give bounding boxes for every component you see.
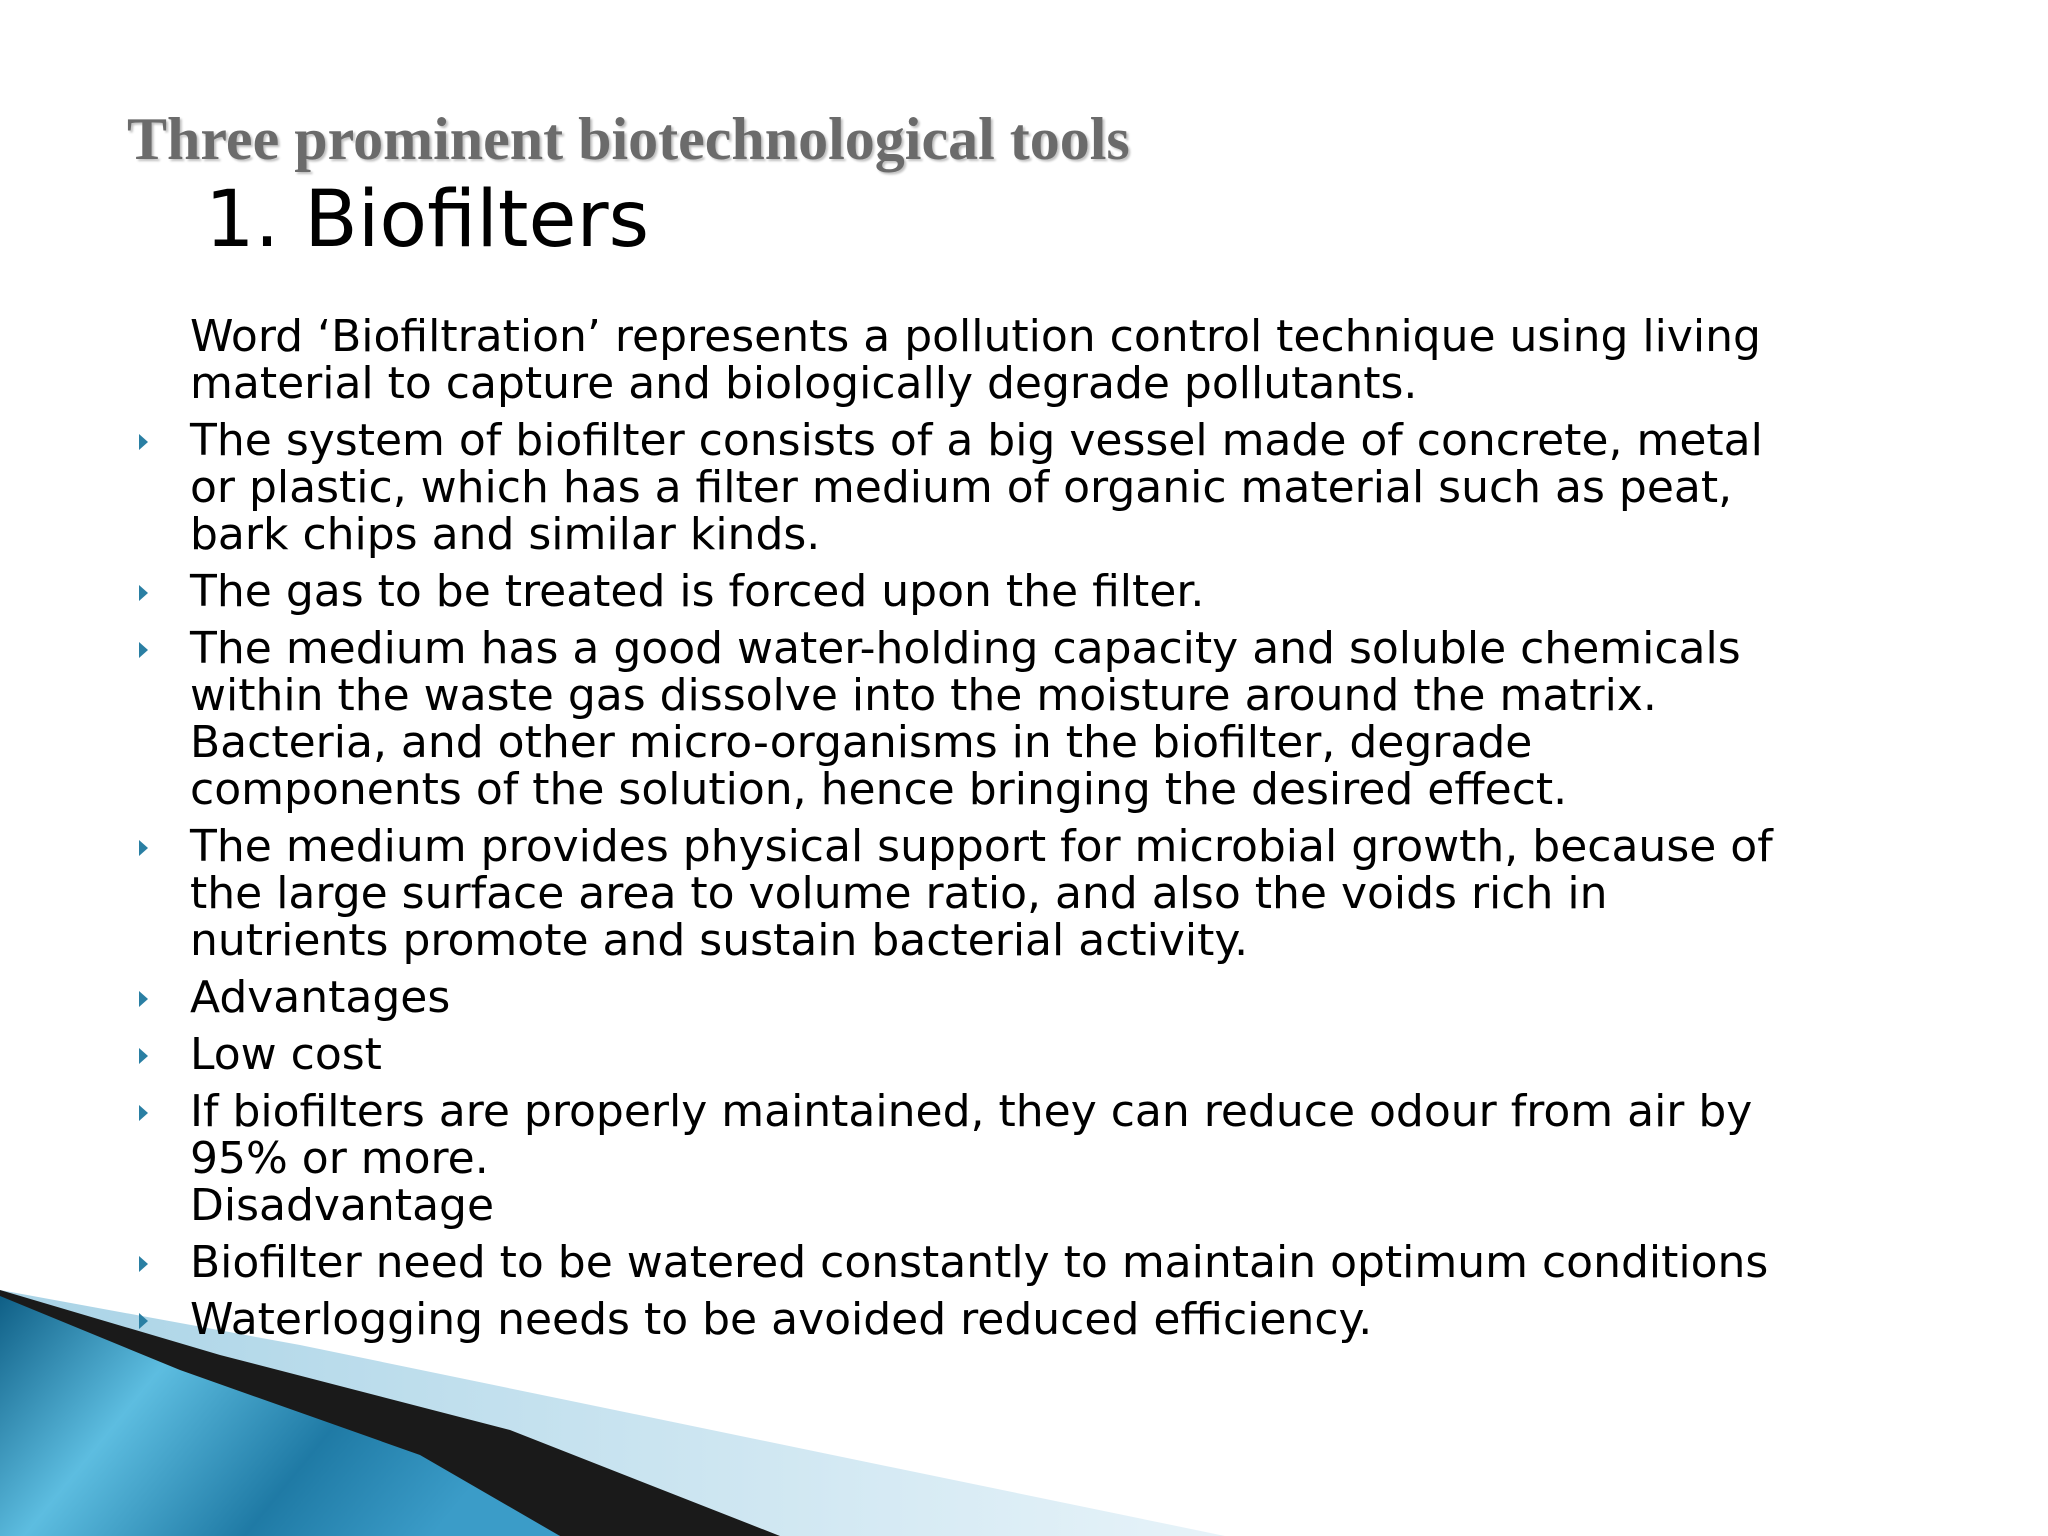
bullet-text: The gas to be treated is forced upon the filter.: [190, 566, 1205, 617]
bullet-text: The medium has a good water-holding capacity and soluble chemicals within the waste gas dissolve into the moisture around the matrix. Bacteria, and other micro-organisms in the biofilter, degrade components of the solution, hence bringing the desired effect.: [190, 623, 1741, 815]
bullet-arrow-icon: [139, 642, 148, 658]
bullet-list: [128, 313, 1928, 1353]
bullet-text: If biofilters are properly maintained, they can reduce odour from air by 95% or more. Disadvantage: [190, 1086, 1753, 1231]
bullet-arrow-icon: [139, 1105, 148, 1121]
slide-title: 1. Biofilters: [205, 175, 650, 265]
bullet-arrow-icon: [139, 1313, 148, 1329]
bullet-arrow-icon: [139, 434, 148, 450]
bullet-item: [128, 1031, 1928, 1078]
bullet-text: Biofilter need to be watered constantly to maintain optimum conditions: [190, 1237, 1769, 1288]
bullet-item: [128, 823, 1928, 964]
bullet-text: Waterlogging needs to be avoided reduced efficiency.: [190, 1294, 1373, 1345]
slide-heading: Three prominent biotechnological tools: [127, 106, 1130, 172]
bullet-arrow-icon: [139, 1048, 148, 1064]
bullet-item: [128, 974, 1928, 1021]
bullet-item: [128, 1296, 1928, 1343]
bullet-arrow-icon: [139, 1256, 148, 1272]
bullet-text: The medium provides physical support for microbial growth, because of the large surface area to volume ratio, and also the voids rich in nutrients promote and sustain bacterial activity.: [190, 821, 1773, 966]
bullet-item: [128, 568, 1928, 615]
bullet-item: [128, 313, 1928, 407]
bullet-text: The system of biofilter consists of a big vessel made of concrete, metal or plastic, which has a filter medium of organic material such as peat, bark chips and similar kinds.: [190, 415, 1763, 560]
bullet-item: [128, 1239, 1928, 1286]
bullet-arrow-icon: [139, 840, 148, 856]
bullet-item: [128, 417, 1928, 558]
bullet-text: Advantages: [190, 972, 451, 1023]
bullet-text: Word ‘Biofiltration’ represents a pollution control technique using living material to capture and biologically degrade pollutants.: [190, 311, 1761, 409]
bullet-arrow-icon: [139, 585, 148, 601]
bullet-arrow-icon: [139, 991, 148, 1007]
bullet-item: [128, 625, 1928, 813]
bullet-item: [128, 1088, 1928, 1229]
bullet-text: Low cost: [190, 1029, 382, 1080]
